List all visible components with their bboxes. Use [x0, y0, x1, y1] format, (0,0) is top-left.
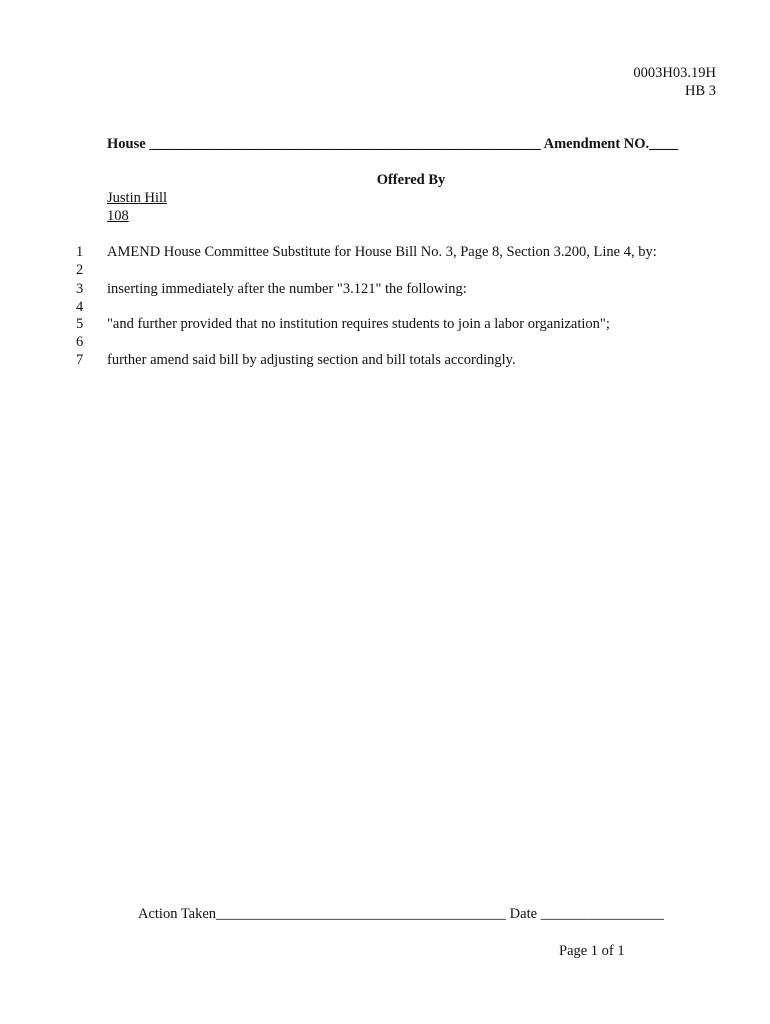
- bill-number: HB 3: [684, 83, 716, 99]
- offered-by-label: Offered By: [376, 172, 446, 188]
- amendment-line: House ______________________________________________________ Amendment NO.____: [107, 136, 679, 152]
- line-number: 2: [76, 262, 84, 278]
- line-number: 5: [76, 316, 84, 332]
- line-number: 3: [76, 281, 84, 297]
- line-number: 7: [76, 352, 84, 368]
- action-taken-line: Action Taken________________________________________ Date _________________: [138, 906, 664, 922]
- line-text: inserting immediately after the number "3.121" the following:: [107, 281, 467, 297]
- page-number: Page 1 of 1: [559, 943, 625, 959]
- line-number: 6: [76, 334, 84, 350]
- line-text: AMEND House Committee Substitute for House Bill No. 3, Page 8, Section 3.200, Line 4, by:: [107, 244, 657, 260]
- line-text: "and further provided that no institution requires students to join a labor organization";: [107, 316, 610, 332]
- line-text: further amend said bill by adjusting section and bill totals accordingly.: [107, 352, 516, 368]
- document-header: [633, 64, 716, 100]
- sponsor-name: Justin Hill: [107, 190, 168, 206]
- document-id: 0003H03.19H: [633, 65, 716, 81]
- line-number: 1: [76, 244, 84, 260]
- line-number: 4: [76, 299, 84, 315]
- sponsor-district: 108: [107, 208, 129, 224]
